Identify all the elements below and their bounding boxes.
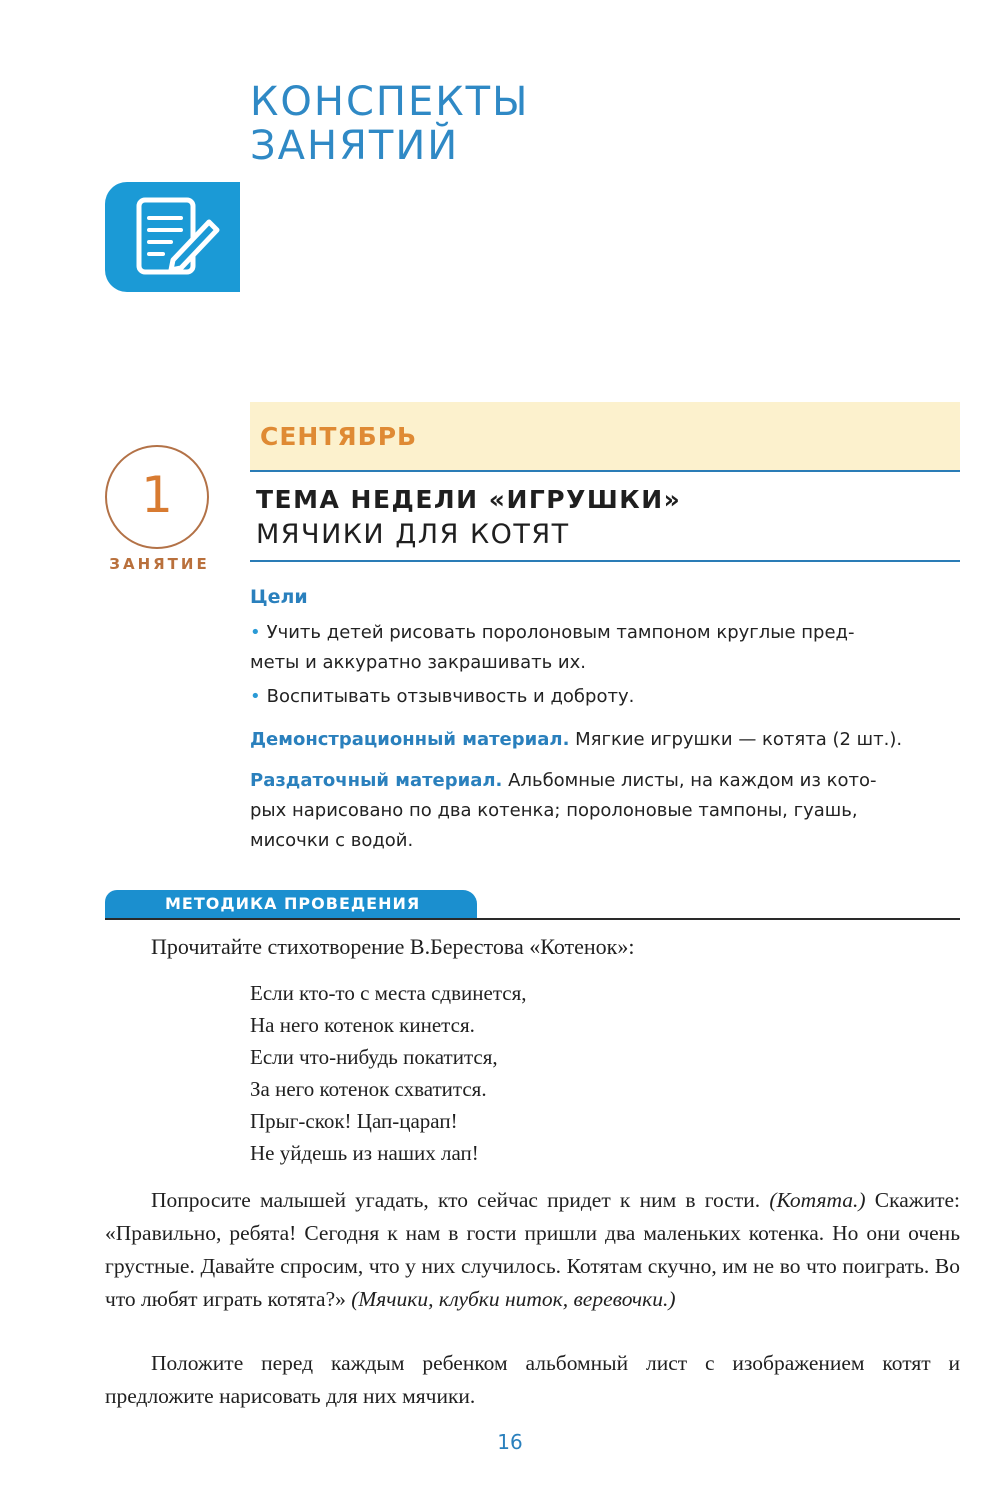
paragraph-1-text-a: Попросите малышей угадать, кто сейчас придет к ним в гости. <box>151 1188 761 1212</box>
paragraph-1-answer-1: (Котята.) <box>769 1188 866 1212</box>
method-heading: МЕТОДИКА ПРОВЕДЕНИЯ <box>165 894 421 913</box>
chapter-title-line2: ЗАНЯТИЙ <box>250 123 460 169</box>
bullet-icon: • <box>250 686 261 707</box>
week-theme-title: ТЕМА НЕДЕЛИ «ИГРУШКИ» <box>256 485 682 514</box>
handout-material <box>250 766 960 856</box>
chapter-title <box>250 80 850 168</box>
paragraph-1-answer-2: (Мячики, клубки ниток, веревочки.) <box>351 1287 676 1311</box>
handout-material-line3: мисочки с водой. <box>250 830 414 851</box>
paragraph-2: Положите перед каждым ребенком альбомный лист с изображением котят и предложите нарисовать для них мячики. <box>105 1351 960 1408</box>
lesson-caption: ЗАНЯТИЕ <box>109 555 210 573</box>
lesson-title: МЯЧИКИ ДЛЯ КОТЯТ <box>256 519 570 550</box>
demo-material-label: Демонстрационный материал. <box>250 729 570 750</box>
poem-line: Если кто-то с места сдвинется, <box>250 981 527 1005</box>
poem-line: Не уйдешь из наших лап! <box>250 1141 479 1165</box>
goal-item-1 <box>250 618 960 678</box>
paragraph-1 <box>105 1184 960 1316</box>
poem-line: На него котенок кинется. <box>250 1013 475 1037</box>
goal-item-2-text: Воспитывать отзывчивость и доброту. <box>266 686 635 707</box>
goal-item-1-line1: Учить детей рисовать поролоновым тампоном круглые пред- <box>266 622 855 643</box>
lesson-number: 1 <box>141 466 173 524</box>
chapter-title-line1: КОНСПЕКТЫ <box>250 79 530 125</box>
demo-material <box>250 725 960 755</box>
lesson-number-circle <box>105 445 209 549</box>
poem-line: Если что-нибудь покатится, <box>250 1045 498 1069</box>
page-number: 16 <box>497 1430 523 1454</box>
month-label: СЕНТЯБРЬ <box>260 422 418 451</box>
goal-item-2 <box>250 682 960 712</box>
paragraph-1-text-c: Скажите: «Правильно, ребята! Сегодня к нам в гости пришли два маленьких котенка. Но они очень грустные. Давайте спросим, что у них случилось. Котятам скучно, им не во что поиграть. Во что любят играть котята?» <box>105 1188 961 1311</box>
goal-item-1-line2: меты и аккуратно закрашивать их. <box>250 652 586 673</box>
bullet-icon: • <box>250 622 261 643</box>
poem-line: Прыг-скок! Цап-царап! <box>250 1109 458 1133</box>
method-header <box>105 890 477 920</box>
month-band <box>250 402 960 472</box>
title-divider <box>250 560 960 562</box>
document-pen-icon <box>133 194 223 280</box>
handout-material-line2: рых нарисовано по два котенка; поролоновые тампоны, гуашь, <box>250 800 858 821</box>
notes-badge <box>105 182 240 292</box>
demo-material-text: Мягкие игрушки — котята (2 шт.). <box>575 729 903 750</box>
goals-heading: Цели <box>250 586 308 608</box>
method-divider <box>105 918 960 920</box>
poem-line: За него котенок схватится. <box>250 1077 487 1101</box>
handout-material-label: Раздаточный материал. <box>250 770 503 791</box>
handout-material-line1: Альбомные листы, на каждом из кото- <box>508 770 877 791</box>
intro-text: Прочитайте стихотворение В.Берестова «Котенок»: <box>151 934 635 959</box>
poem <box>250 977 527 1169</box>
